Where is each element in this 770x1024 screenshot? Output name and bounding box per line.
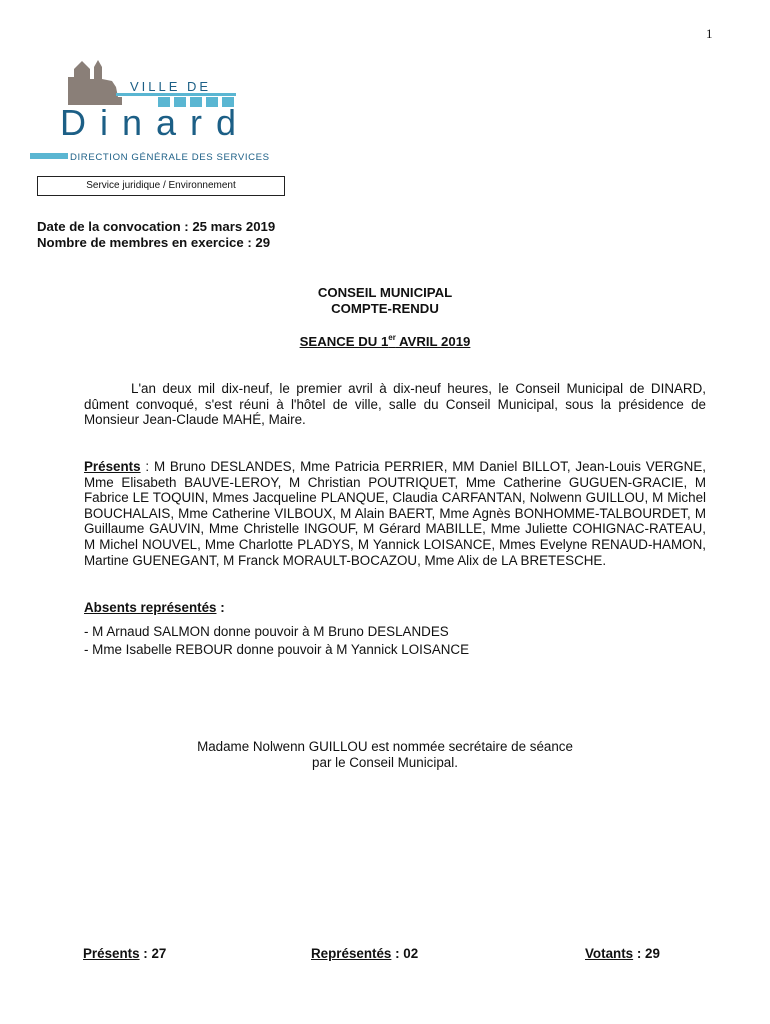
tally-presents-value: : 27: [139, 946, 167, 961]
tally-represented: [311, 946, 418, 961]
secretary-line-1: Madame Nolwenn GUILLOU est nommée secrétaire de séance: [197, 739, 573, 754]
seance-date: [300, 334, 471, 349]
secretary-line-2: par le Conseil Municipal.: [312, 755, 458, 770]
title-compte-rendu: COMPTE-RENDU: [331, 301, 439, 316]
logo-direction: DIRECTION GÉNÉRALE DES SERVICES: [70, 152, 270, 163]
tally-presents: [83, 946, 166, 961]
logo-city-name: Dinard: [60, 102, 251, 143]
tally-presents-label: Présents: [83, 946, 140, 961]
title-conseil: CONSEIL MUNICIPAL: [317, 285, 453, 300]
tally-votants-label: Votants: [585, 946, 634, 961]
tally-votants-value: : 29: [633, 946, 660, 961]
intro-paragraph: L'an deux mil dix-neuf, le premier avril à dix-neuf heures, le Conseil Municipal de DINARD, dûment convoqué, s'est réuni à l'hôtel de ville, salle du Conseil Municipal, sous la présidence de Monsieur Jean-Claude MAHÉ, Maire.: [84, 381, 706, 428]
page-number: 1: [706, 26, 713, 41]
tally-represented-label: Représentés: [311, 946, 392, 961]
dinard-logo: [30, 55, 290, 167]
dinard-logo-graphic: [30, 55, 290, 167]
absents-heading: [84, 600, 225, 615]
tally-votants: [585, 946, 660, 961]
absents-suffix: :: [216, 600, 225, 615]
seance-title: [0, 333, 770, 349]
logo-ville-de: VILLE DE: [130, 79, 212, 94]
service-label-box: Service juridique / Environnement: [37, 176, 285, 196]
convocation-block: [37, 219, 275, 251]
secretary-note: [0, 739, 770, 771]
seance-prefix: SEANCE DU 1: [299, 334, 389, 349]
seance-suffix: AVRIL 2019: [395, 334, 471, 349]
tally-represented-value: : 02: [391, 946, 419, 961]
convocation-date: Date de la convocation : 25 mars 2019: [37, 219, 276, 234]
absents-label: Absents représentés: [84, 600, 217, 615]
members-count: Nombre de membres en exercice : 29: [37, 235, 271, 250]
seance-sup: er: [388, 333, 396, 342]
absent-item: - Mme Isabelle REBOUR donne pouvoir à M Yannick LOISANCE: [84, 642, 470, 657]
presents-label: Présents: [84, 459, 141, 474]
absent-item: - M Arnaud SALMON donne pouvoir à M Bruno DESLANDES: [84, 624, 449, 639]
presents-paragraph: [84, 459, 706, 568]
presents-list: : M Bruno DESLANDES, Mme Patricia PERRIER, MM Daniel BILLOT, Jean-Louis VERGNE, Mme Elisabeth BAUVE-LEROY, M Christian POUTRIQUET, Mme Catherine GUGUEN-GRACIE, M Fabrice LE TOQUIN, Mmes Jacqueline PLANQUE, Claudia CARFANTAN, Nolwenn GUILLOU, M Michel BOUCHALAIS, Mme Catherine VILBOUX, M Alain BAERT, Mme Agnès BONHOMME-TALBOURDET, M Guillaume GAUVIN, Mme Christelle INGOUF, M Gérard MABILLE, Mme Juliette COHIGNAC-RATEAU, M Michel NOUVEL, Mme Charlotte PLADYS, M Yannick LOISANCE, Mmes Evelyne RENAUD-HAMON, Martine GUENEGANT, M Franck MORAULT-BOCAZOU, Mme Alix de LA BRETESCHE.: [84, 459, 706, 568]
